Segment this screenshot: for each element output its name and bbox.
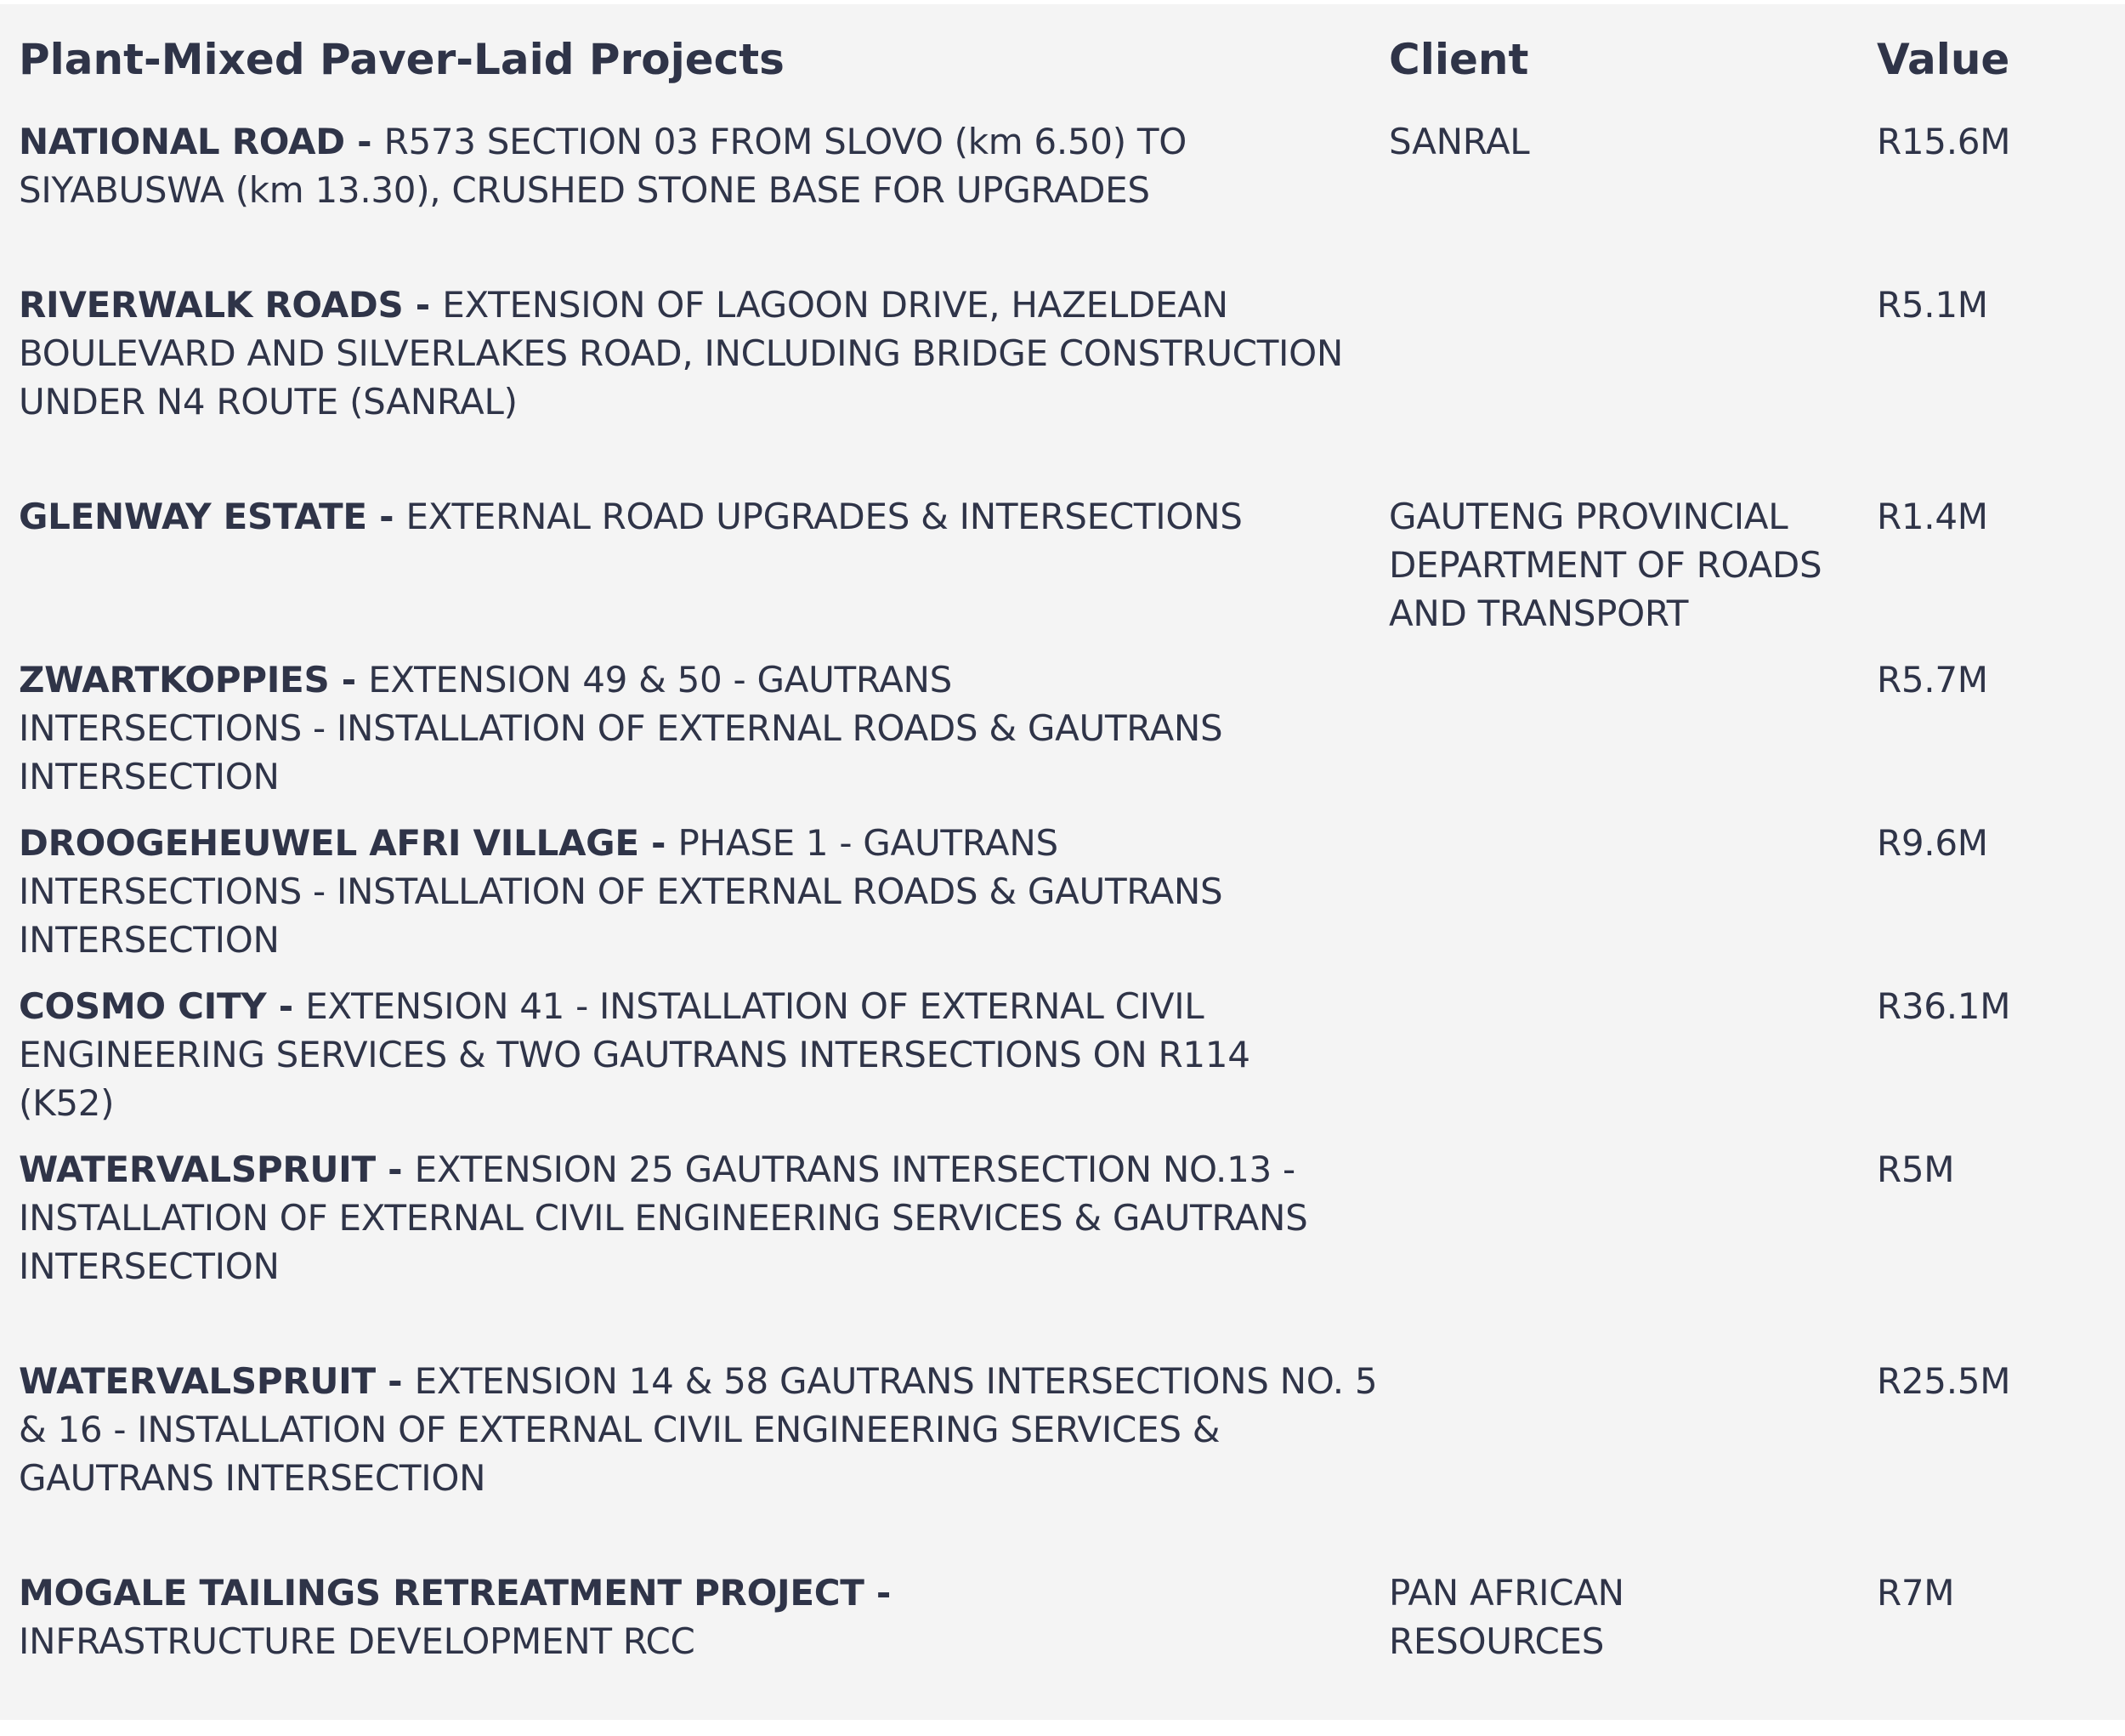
header-project: Plant-Mixed Paver-Laid Projects bbox=[19, 35, 785, 84]
project-cell bbox=[19, 819, 1319, 964]
value-cell: R5M bbox=[1877, 1149, 1955, 1190]
project-cell bbox=[19, 1145, 1328, 1291]
header-client: Client bbox=[1389, 35, 1529, 84]
project-name: RIVERWALK ROADS - bbox=[19, 284, 443, 326]
project-cell bbox=[19, 492, 1345, 541]
header-value: Value bbox=[1877, 35, 2010, 84]
project-description: EXTENSION 49 & 50 - GAUTRANS INTERSECTIONS - INSTALLATION OF EXTERNAL ROADS & GAUTRANS INTERSECTION bbox=[19, 659, 1223, 797]
project-cell bbox=[19, 117, 1345, 214]
project-name: WATERVALSPRUIT - bbox=[19, 1360, 415, 1402]
project-name: ZWARTKOPPIES - bbox=[19, 659, 369, 701]
project-cell bbox=[19, 655, 1243, 801]
value-cell: R7M bbox=[1877, 1572, 1955, 1614]
project-name: MOGALE TAILINGS RETREATMENT PROJECT - bbox=[19, 1572, 892, 1614]
value-cell: R15.6M bbox=[1877, 121, 2011, 162]
projects-table bbox=[0, 4, 2125, 1720]
project-cell bbox=[19, 982, 1345, 1127]
project-cell bbox=[19, 1357, 1379, 1502]
project-description: EXTENSION 41 - INSTALLATION OF EXTERNAL CIVIL ENGINEERING SERVICES & TWO GAUTRANS INTERSECTIONS ON R114 (K52) bbox=[19, 985, 1250, 1124]
project-description: EXTENSION OF LAGOON DRIVE, HAZELDEAN BOULEVARD AND SILVERLAKES ROAD, INCLUDING BRIDGE CONSTRUCTION UNDER N4 ROUTE (SANRAL) bbox=[19, 284, 1344, 423]
client-cell: PAN AFRICAN RESOURCES bbox=[1389, 1572, 1624, 1662]
project-cell bbox=[19, 281, 1345, 426]
value-cell: R1.4M bbox=[1877, 496, 1988, 537]
value-cell: R5.7M bbox=[1877, 659, 1988, 701]
client-cell: SANRAL bbox=[1389, 121, 1530, 162]
project-cell bbox=[19, 1569, 1209, 1665]
project-name: NATIONAL ROAD - bbox=[19, 121, 384, 162]
project-description: INFRASTRUCTURE DEVELOPMENT RCC bbox=[19, 1620, 695, 1662]
project-name: WATERVALSPRUIT - bbox=[19, 1149, 415, 1190]
client-cell: GAUTENG PROVINCIAL DEPARTMENT OF ROADS AND TRANSPORT bbox=[1389, 496, 1822, 634]
value-cell: R25.5M bbox=[1877, 1360, 2011, 1402]
project-description: EXTENSION 14 & 58 GAUTRANS INTERSECTIONS NO. 5 & 16 - INSTALLATION OF EXTERNAL CIVIL ENGINEERING SERVICES & GAUTRANS INTERSECTION bbox=[19, 1360, 1378, 1499]
value-cell: R9.6M bbox=[1877, 822, 1988, 864]
project-description: PHASE 1 - GAUTRANS INTERSECTIONS - INSTALLATION OF EXTERNAL ROADS & GAUTRANS INTERSECTION bbox=[19, 822, 1223, 961]
project-name: COSMO CITY - bbox=[19, 985, 306, 1027]
project-name: DROOGEHEUWEL AFRI VILLAGE - bbox=[19, 822, 678, 864]
project-description: R573 SECTION 03 FROM SLOVO (km 6.50) TO SIYABUSWA (km 13.30), CRUSHED STONE BASE FOR UPGRADES bbox=[19, 121, 1187, 211]
project-name: GLENWAY ESTATE - bbox=[19, 496, 406, 537]
value-cell: R36.1M bbox=[1877, 985, 2011, 1027]
project-description: EXTENSION 25 GAUTRANS INTERSECTION NO.13 - INSTALLATION OF EXTERNAL CIVIL ENGINEERING SERVICES & GAUTRANS INTERSECTION bbox=[19, 1149, 1308, 1287]
project-description: EXTERNAL ROAD UPGRADES & INTERSECTIONS bbox=[405, 496, 1243, 537]
value-cell: R5.1M bbox=[1877, 284, 1988, 326]
